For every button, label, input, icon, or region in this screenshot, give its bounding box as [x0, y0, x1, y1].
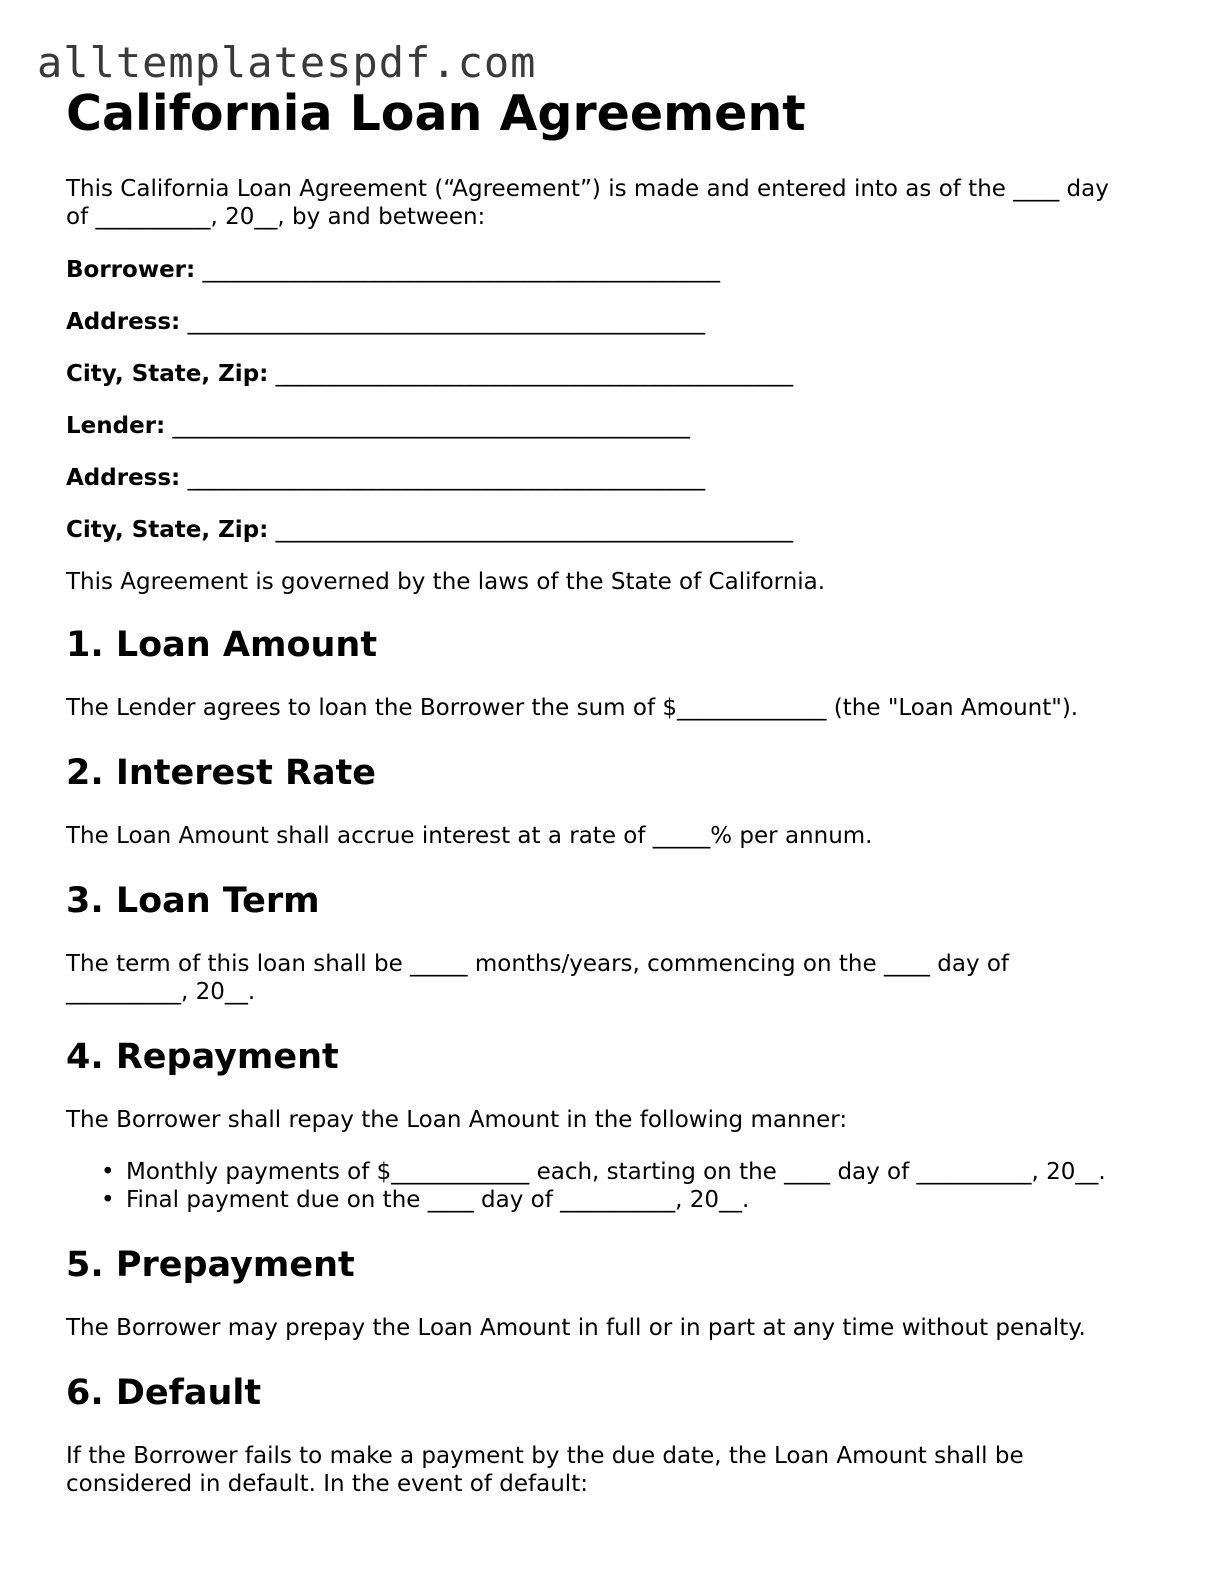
field-label: Lender:	[66, 413, 166, 439]
intro-line-2: of __________, 20__, by and between:	[66, 204, 486, 230]
borrower-name-field[interactable]	[66, 256, 1156, 284]
field-label: City, State, Zip:	[66, 517, 269, 543]
watermark-text: alltemplatespdf.com	[37, 38, 537, 87]
lender-address-field[interactable]	[66, 464, 1156, 492]
field-label: Address:	[66, 309, 181, 335]
section-title-default: 6. Default	[66, 1373, 262, 1413]
list-item	[101, 1158, 1156, 1186]
field-blank[interactable]: _____________________________________________	[275, 361, 794, 387]
section-title-prepayment: 5. Prepayment	[66, 1245, 355, 1285]
governing-law-text: This Agreement is governed by the laws of the State of California.	[66, 569, 826, 595]
field-blank[interactable]: _____________________________________________	[187, 465, 706, 491]
loan-term-line-2: __________, 20__.	[66, 979, 256, 1005]
section-title-repayment: 4. Repayment	[66, 1037, 339, 1077]
section-body-default	[66, 1442, 1156, 1498]
field-blank[interactable]: _____________________________________________	[187, 309, 706, 335]
field-blank[interactable]: _____________________________________________	[202, 257, 721, 283]
borrower-city-state-zip-field[interactable]	[66, 360, 1156, 388]
field-blank[interactable]: _____________________________________________	[275, 517, 794, 543]
section-body-loan-term	[66, 950, 1156, 1006]
bullet-icon: •	[101, 1187, 115, 1213]
document-page	[66, 84, 1156, 1498]
list-item	[101, 1186, 1156, 1214]
field-blank[interactable]: _____________________________________________	[172, 413, 691, 439]
section-body-interest-rate: The Loan Amount shall accrue interest at a rate of _____% per annum.	[66, 823, 873, 849]
section-body-prepayment: The Borrower may prepay the Loan Amount in full or in part at any time without penalty.	[66, 1315, 1086, 1341]
lender-name-field[interactable]	[66, 412, 1156, 440]
field-label: Address:	[66, 465, 181, 491]
section-body-loan-amount: The Lender agrees to loan the Borrower the sum of $_____________ (the "Loan Amount").	[66, 695, 1079, 721]
lender-city-state-zip-field[interactable]	[66, 516, 1156, 544]
default-line-2: considered in default. In the event of default:	[66, 1471, 588, 1497]
intro-line-1: This California Loan Agreement (“Agreement”) is made and entered into as of the ____ day	[66, 176, 1109, 202]
intro-paragraph	[66, 175, 1156, 231]
default-line-1: If the Borrower fails to make a payment by the due date, the Loan Amount shall be	[66, 1443, 1024, 1469]
list-item-text: Final payment due on the ____ day of __________, 20__.	[126, 1187, 750, 1213]
section-body-repayment: The Borrower shall repay the Loan Amount in the following manner:	[66, 1107, 848, 1133]
borrower-address-field[interactable]	[66, 308, 1156, 336]
section-title-loan-term: 3. Loan Term	[66, 881, 320, 921]
section-title-loan-amount: 1. Loan Amount	[66, 625, 378, 665]
document-title: California Loan Agreement	[66, 85, 806, 142]
bullet-icon: •	[101, 1159, 115, 1185]
field-label: Borrower:	[66, 257, 196, 283]
loan-term-line-1: The term of this loan shall be _____ months/years, commencing on the ____ day of	[66, 951, 1010, 977]
list-item-text: Monthly payments of $____________ each, starting on the ____ day of __________, 20__.	[126, 1159, 1106, 1185]
field-label: City, State, Zip:	[66, 361, 269, 387]
section-title-interest-rate: 2. Interest Rate	[66, 753, 377, 793]
repayment-list	[66, 1158, 1156, 1214]
